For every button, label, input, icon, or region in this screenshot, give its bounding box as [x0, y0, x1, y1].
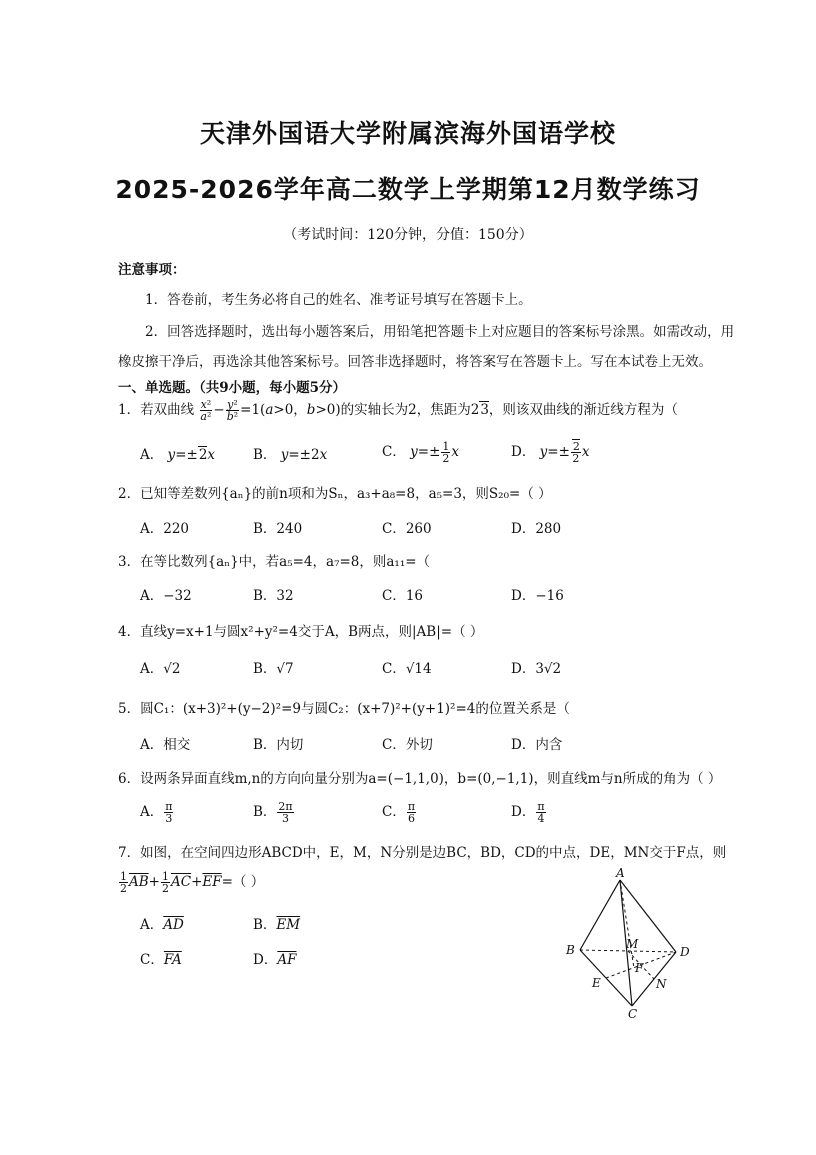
- q6-option-c[interactable]: C． $\frac{\pi}{6}$: [382, 800, 416, 825]
- label-b: B: [566, 943, 575, 957]
- q1-option-c[interactable]: C． y=± $\frac{1}{2}$ x: [382, 440, 460, 465]
- notes-item-2a: 2．回答选择题时，选出每小题答案后，用铅笔把答题卡上对应题目的答案标号涂黑。如需改动，用: [145, 324, 735, 340]
- question-3-stem: 3．在等比数列{aₙ}中，若a₅=4，a₇=8，则a₁₁=（: [118, 554, 431, 570]
- label-a: A: [616, 866, 625, 880]
- question-1-stem: 1．若双曲线 $\frac{\text{x²}}{\text{a²}}$ − $\frac{\text{y²}}{\text{b²}}$ =1(a>0，b>0)的实轴长为2，焦距为23，则该双曲线的渐近线方程为（: [118, 398, 678, 423]
- section-heading: 一、单选题。（共9小题，每小题5分）: [118, 380, 347, 396]
- question-2-stem: 2．已知等差数列{aₙ}的前n项和为Sₙ，a₃+a₈=8，a₅=3，则S₂₀=（ ）: [118, 486, 552, 502]
- question-7-expression: $\frac{1}{2}$ $\overline{AB}+$ $\frac{1}{2}$ $\overline{AC}+\overline{EF}=$（ ）: [120, 870, 265, 895]
- q7-option-d[interactable]: D．$\overline{AF}$: [253, 952, 297, 968]
- label-n: N: [656, 977, 667, 991]
- q1-option-b[interactable]: B． y=±2x: [253, 447, 328, 463]
- tetrahedron-figure: [560, 866, 700, 1018]
- q4-option-c[interactable]: C．√14: [382, 661, 432, 677]
- label-c: C: [628, 1007, 638, 1018]
- label-e: E: [592, 976, 601, 990]
- q5-option-c[interactable]: C．外切: [382, 737, 433, 753]
- notes-item-2b: 橡皮擦干净后，再选涂其他答案标号。回答非选择题时，将答案写在答题卡上。写在本试卷上无效。: [118, 354, 712, 370]
- school-title: 天津外国语大学附属滨海外国语学校: [199, 119, 616, 148]
- q6-option-b[interactable]: B． $\frac{2\pi}{3}$: [253, 800, 293, 825]
- q7-option-c[interactable]: C．$\overline{FA}$: [140, 952, 182, 968]
- question-4-stem: 4．直线y=x+1与圆x²+y²=4交于A，B两点，则|AB|=（ ）: [118, 624, 484, 640]
- label-m: M: [626, 937, 639, 951]
- q4-option-d[interactable]: D．3√2: [511, 661, 562, 677]
- q1-option-d[interactable]: D． y=± $\frac{2}{2}$ x: [511, 440, 590, 465]
- question-6-stem: 6．设两条异面直线m,n的方向向量分别为a=(−1,1,0)，b=(0,−1,1)，则直线m与n所成的角为（ ）: [118, 771, 722, 787]
- notes-title: 注意事项：: [118, 262, 186, 278]
- q2-option-a[interactable]: A．220: [140, 521, 190, 537]
- q6-option-a[interactable]: A． $\frac{\pi}{3}$: [140, 800, 173, 825]
- question-5-stem: 5．圆C₁：(x+3)²+(y−2)²=9与圆C₂：(x+7)²+(y+1)²=4的位置关系是（: [118, 701, 570, 717]
- q3-option-b[interactable]: B．32: [253, 588, 294, 604]
- question-7-stem: 7．如图，在空间四边形ABCD中，E，M，N分别是边BC，BD，CD的中点，DE，MN交于F点，则: [118, 845, 727, 861]
- q3-option-c[interactable]: C．16: [382, 588, 424, 604]
- q4-option-b[interactable]: B．√7: [253, 661, 294, 677]
- q6-option-d[interactable]: D． $\frac{\pi}{4}$: [511, 800, 545, 825]
- q5-option-d[interactable]: D．内含: [511, 737, 563, 753]
- label-d: D: [680, 945, 690, 959]
- q3-option-d[interactable]: D．−16: [511, 588, 564, 604]
- q1-option-a[interactable]: A． y=±2x: [140, 447, 216, 463]
- exam-meta: （考试时间：120分钟，分值：150分）: [283, 227, 533, 243]
- exam-title: 2025-2026学年高二数学上学期第12月数学练习: [115, 175, 701, 204]
- q5-option-a[interactable]: A．相交: [140, 737, 191, 753]
- q2-option-b[interactable]: B．240: [253, 521, 303, 537]
- q2-option-c[interactable]: C．260: [382, 521, 432, 537]
- q2-option-d[interactable]: D．280: [511, 521, 562, 537]
- notes-item-1: 1．答卷前，考生务必将自己的姓名、准考证号填写在答题卡上。: [145, 292, 532, 308]
- edge-ab: [580, 880, 620, 950]
- q7-option-a[interactable]: A．$\overline{AD}$: [140, 917, 184, 933]
- q5-option-b[interactable]: B．内切: [253, 737, 304, 753]
- q3-option-a[interactable]: A．−32: [140, 588, 192, 604]
- q7-option-b[interactable]: B．$\overline{EM}$: [253, 917, 301, 933]
- label-f: F: [635, 961, 644, 975]
- q4-option-a[interactable]: A．√2: [140, 661, 181, 677]
